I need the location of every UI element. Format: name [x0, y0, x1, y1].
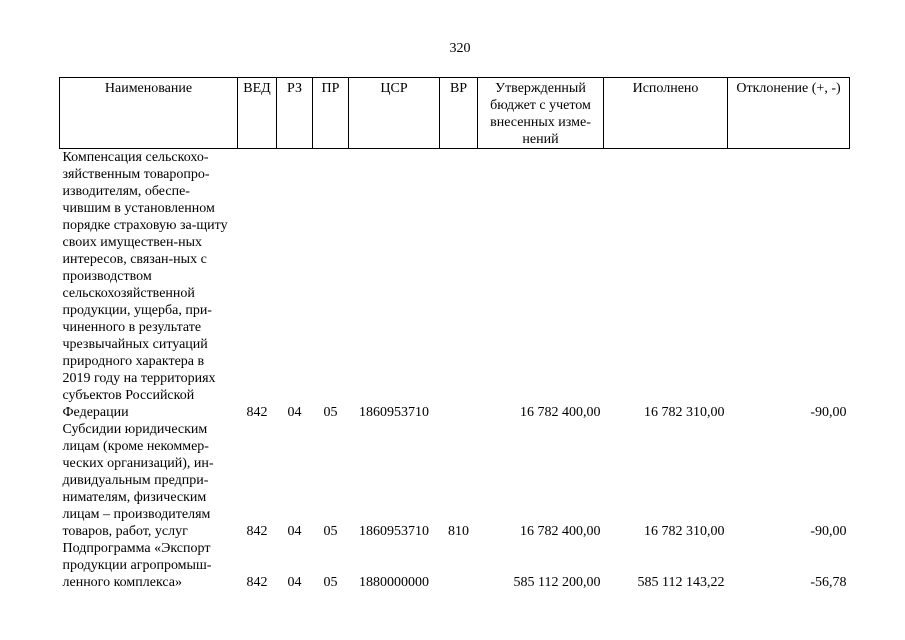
row-csr: 1880000000 — [359, 575, 429, 590]
table-row — [60, 149, 850, 422]
header-vr: ВР — [440, 78, 478, 149]
row-vr — [440, 540, 478, 591]
row-pr: 05 — [323, 405, 338, 420]
row-pr: 05 — [323, 575, 338, 590]
row-approved: 16 782 400,00 — [520, 524, 601, 539]
row-ved: 842 — [246, 524, 268, 539]
row-rz: 04 — [287, 575, 302, 590]
row-deviation: -56,78 — [810, 575, 847, 590]
row-pr: 05 — [323, 524, 338, 539]
row-deviation: -90,00 — [810, 405, 847, 420]
row-rz: 04 — [287, 405, 302, 420]
row-name: Компенсация сельскохо-зяйственным товаропро-изводителям, обеспе-чившим в установленном порядке страховую за-щиту своих имуществен-ных интересов, связан-ных с производством сельскохозяйственной продукции, ущерба, при-чиненного в результате чрезвычайных ситуаций природного характера в 2019 году на территориях субъектов Российской Федерации — [62, 150, 228, 420]
header-approved-budget: Утвержденный бюджет с учетом внесенных изме-нений — [478, 78, 604, 149]
header-ved: ВЕД — [238, 78, 277, 149]
table-header-row — [60, 78, 850, 149]
header-rz: РЗ — [277, 78, 313, 149]
table-row — [60, 421, 850, 540]
row-name: Субсидии юридическим лицам (кроме некоммер-ческих организаций), ин-дивидуальным предпри-нимателям, физическим лицам – производителям товаров, работ, услуг — [62, 422, 214, 539]
row-csr: 1860953710 — [359, 405, 429, 420]
header-deviation: Отклонение (+, -) — [728, 78, 850, 149]
row-executed: 16 782 310,00 — [644, 405, 725, 420]
row-rz: 04 — [287, 524, 302, 539]
row-name: Подпрограмма «Экспорт продукции агропромыш-ленного комплекса» — [62, 541, 212, 590]
row-deviation: -90,00 — [810, 524, 847, 539]
header-csr: ЦСР — [349, 78, 440, 149]
budget-execution-table — [59, 77, 850, 591]
row-ved: 842 — [246, 575, 268, 590]
row-executed: 585 112 143,22 — [637, 575, 725, 590]
header-executed: Исполнено — [604, 78, 728, 149]
header-name: Наименование — [60, 78, 238, 149]
row-csr: 1860953710 — [359, 524, 429, 539]
row-approved: 585 112 200,00 — [513, 575, 601, 590]
row-vr — [440, 149, 478, 422]
row-approved: 16 782 400,00 — [520, 405, 601, 420]
row-vr: 810 — [448, 524, 469, 539]
table-row — [60, 540, 850, 591]
row-ved: 842 — [246, 405, 268, 420]
row-executed: 16 782 310,00 — [644, 524, 725, 539]
header-pr: ПР — [313, 78, 349, 149]
page-number: 320 — [449, 41, 471, 56]
